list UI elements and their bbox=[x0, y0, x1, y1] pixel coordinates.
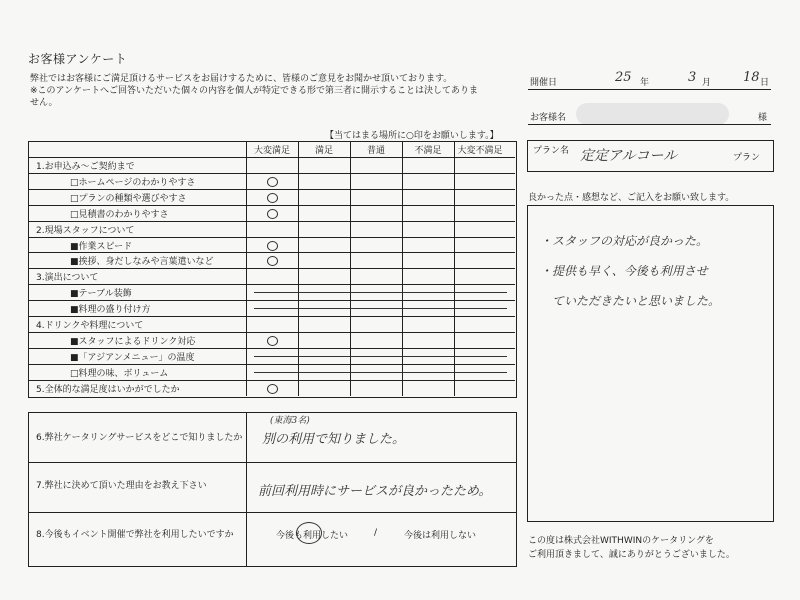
circle-mark bbox=[267, 336, 278, 346]
circle-mark bbox=[267, 384, 278, 394]
item-label: □プランの種類や選びやすさ bbox=[70, 193, 187, 204]
q6-answer: 別の利用で知りました。 bbox=[262, 432, 406, 447]
date-year-unit: 年 bbox=[640, 78, 650, 88]
questions-row-line bbox=[28, 512, 516, 513]
comment-line: ・提供も早く、今後も利用させ bbox=[540, 264, 708, 278]
item-label: ■作業スピード bbox=[70, 241, 133, 252]
questions-row-line bbox=[28, 462, 516, 463]
row-divider bbox=[28, 348, 515, 349]
line-mark bbox=[254, 292, 507, 293]
column-header: 満足 bbox=[314, 146, 333, 156]
customer-label: お客様名 bbox=[530, 113, 567, 123]
section-label: 3.演出について bbox=[36, 273, 99, 284]
item-label: □ホームページのわかりやすさ bbox=[70, 177, 196, 188]
item-label: 5.全体的な満足度はいかがでしたか bbox=[36, 384, 180, 395]
row-divider bbox=[28, 237, 515, 238]
date-month: 3 bbox=[688, 70, 697, 85]
redacted-name bbox=[576, 103, 729, 125]
instruction-text: 【当てはまる場所に○印をお願いします。】 bbox=[325, 131, 499, 141]
page-title: お客様アンケート bbox=[28, 52, 128, 66]
q6-label: 6.弊社ケータリングサービスをどこで知りましたか bbox=[36, 433, 243, 443]
row-divider bbox=[28, 284, 515, 285]
intro-line: 弊社ではお客様にご満足頂けるサービスをお届けするために、皆様のご意見をお聞かせ頂いております。 bbox=[30, 74, 453, 84]
intro-line: ※このアンケートへご回答いただいた個々の内容を個人が特定できる形で第三者に開示することは決してありま bbox=[30, 86, 479, 96]
plan-value: 定定アルコール bbox=[580, 148, 678, 164]
q8-circle-mark bbox=[296, 522, 322, 544]
date-year: 25 bbox=[615, 70, 632, 85]
section-label: 1.お申込み～ご契約まで bbox=[36, 162, 135, 172]
section-label: 4.ドリンクや料理について bbox=[36, 321, 144, 331]
item-label: □見積書のわかりやすさ bbox=[70, 209, 169, 220]
column-header: 不満足 bbox=[414, 146, 442, 156]
plan-suffix: プラン bbox=[733, 153, 761, 163]
thanks-line: この度は株式会社WITHWINのケータリングを bbox=[528, 536, 714, 546]
row-divider bbox=[28, 332, 515, 333]
row-divider bbox=[28, 189, 515, 190]
q7-label: 7.弊社に決めて頂いた理由をお教え下さい bbox=[36, 481, 207, 491]
line-mark bbox=[254, 356, 507, 357]
q8-option-yes: 今後も利用したい bbox=[276, 531, 349, 541]
date-label: 開催日 bbox=[530, 78, 558, 88]
row-divider bbox=[28, 268, 515, 269]
date-day: 18 bbox=[743, 70, 760, 85]
item-label: □料理の味、ボリューム bbox=[70, 368, 169, 379]
date-month-unit: 月 bbox=[702, 78, 712, 88]
comment-line: ていただきたいと思いました。 bbox=[552, 294, 721, 308]
header-divider bbox=[28, 157, 515, 158]
column-header: 大変不満足 bbox=[457, 146, 503, 156]
circle-mark bbox=[267, 209, 278, 219]
date-underline bbox=[528, 89, 771, 90]
comment-line: ・スタッフの対応が良かった。 bbox=[540, 234, 709, 248]
row-divider bbox=[28, 364, 515, 365]
column-header: 普通 bbox=[366, 146, 385, 156]
item-label: ■「アジアンメニュー」の温度 bbox=[70, 352, 195, 363]
row-divider bbox=[28, 221, 515, 222]
row-divider bbox=[28, 316, 515, 317]
item-label: ■挨拶、身だしなみや言葉遣いなど bbox=[70, 257, 214, 268]
thanks-line: ご利用頂きまして、誠にありがとうございました。 bbox=[528, 550, 735, 560]
circle-mark bbox=[267, 241, 278, 251]
questions-divider bbox=[246, 412, 247, 566]
intro-text bbox=[30, 73, 500, 109]
item-label: ■料理の盛り付け方 bbox=[70, 305, 151, 316]
customer-suffix: 様 bbox=[758, 113, 768, 123]
row-divider bbox=[28, 252, 515, 253]
circle-mark bbox=[267, 177, 278, 187]
plan-label: プラン名 bbox=[533, 146, 570, 156]
q8-option-no: 今後は利用しない bbox=[404, 531, 477, 541]
circle-mark bbox=[267, 193, 278, 203]
row-divider bbox=[28, 380, 515, 381]
customer-underline bbox=[528, 124, 771, 125]
q7-answer: 前回利用時にサービスが良かったため。 bbox=[258, 484, 492, 499]
item-label: ■テーブル装飾 bbox=[70, 289, 132, 300]
row-divider bbox=[28, 300, 515, 301]
item-label: ■スタッフによるドリンク対応 bbox=[70, 336, 196, 347]
q8-label: 8.今後もイベント開催で弊社を利用したいですか bbox=[36, 530, 234, 540]
date-day-unit: 日 bbox=[760, 78, 770, 88]
row-divider bbox=[28, 205, 515, 206]
q6-note: (東海3名) bbox=[270, 416, 310, 426]
column-header: 大変満足 bbox=[253, 146, 290, 156]
row-divider bbox=[28, 173, 515, 174]
intro-line: せん。 bbox=[30, 98, 58, 108]
q8-separator: / bbox=[374, 528, 378, 538]
comment-prompt: 良かった点・感想など、ご記入をお願い致します。 bbox=[528, 193, 735, 203]
line-mark bbox=[254, 372, 507, 373]
line-mark bbox=[254, 308, 507, 309]
section-label: 2.現場スタッフについて bbox=[36, 225, 135, 236]
comment-box bbox=[527, 205, 774, 522]
